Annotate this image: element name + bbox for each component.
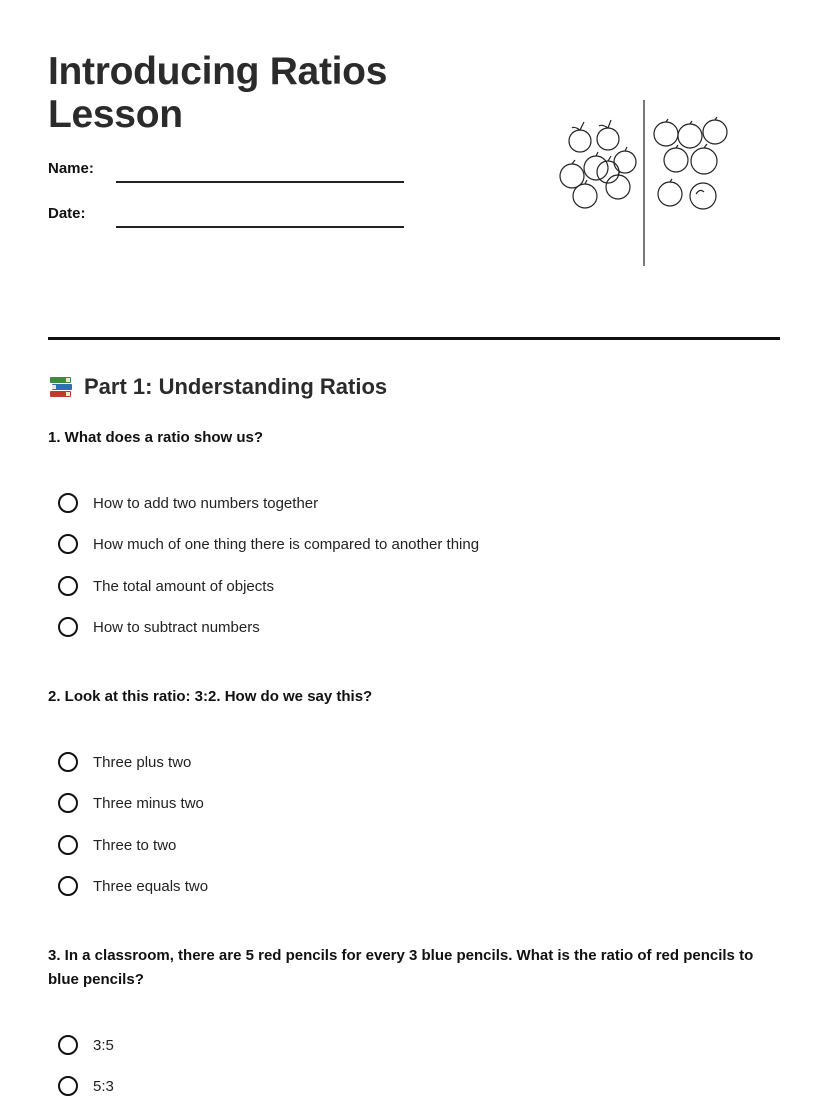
title-line-1: Introducing Ratios [48, 50, 388, 93]
q2-option-4[interactable] [58, 873, 208, 899]
name-label: Name: [48, 160, 94, 177]
radio-button-icon[interactable] [58, 617, 78, 637]
page-title [48, 50, 387, 136]
radio-button-icon[interactable] [58, 576, 78, 596]
option-label: How to subtract numbers [93, 618, 260, 636]
q3-option-2[interactable] [58, 1073, 114, 1099]
radio-button-icon[interactable] [58, 835, 78, 855]
question-3: 3. In a classroom, there are 5 red pencils for every 3 blue pencils. What is the ratio of red pencils to blue pencils? [48, 947, 754, 988]
radio-button-icon[interactable] [58, 1035, 78, 1055]
option-label: The total amount of objects [93, 577, 274, 595]
option-label: Three minus two [93, 794, 204, 812]
books-icon [48, 374, 74, 400]
radio-button-icon[interactable] [58, 493, 78, 513]
radio-button-icon[interactable] [58, 876, 78, 896]
option-label: 3:5 [93, 1036, 114, 1054]
option-label: How to add two numbers together [93, 494, 319, 512]
q1-option-3[interactable] [58, 573, 274, 599]
radio-button-icon[interactable] [58, 534, 78, 554]
date-label: Date: [48, 205, 86, 222]
option-label: Three to two [93, 836, 177, 854]
radio-button-icon[interactable] [58, 752, 78, 772]
section-heading-text: Part 1: Understanding Ratios [84, 374, 388, 399]
q1-option-2[interactable] [58, 531, 479, 557]
option-label: Three plus two [93, 753, 192, 771]
option-label: 5:3 [93, 1077, 114, 1095]
title-line-2: Lesson [48, 93, 183, 136]
q2-option-3[interactable] [58, 832, 176, 858]
question-2: 2. Look at this ratio: 3:2. How do we say this? [48, 688, 373, 705]
name-field[interactable] [116, 181, 404, 183]
q2-option-2[interactable] [58, 790, 204, 816]
option-label: Three equals two [93, 877, 209, 895]
option-label: How much of one thing there is compared to another thing [93, 535, 480, 553]
q1-option-4[interactable] [58, 614, 260, 640]
section-divider [48, 337, 780, 340]
apples-ratio-illustration-icon [550, 96, 740, 268]
radio-button-icon[interactable] [58, 793, 78, 813]
date-field[interactable] [116, 226, 404, 228]
question-1: 1. What does a ratio show us? [48, 429, 264, 446]
section-heading [48, 374, 387, 400]
radio-button-icon[interactable] [58, 1076, 78, 1096]
q1-option-1[interactable] [58, 490, 318, 516]
q2-option-1[interactable] [58, 749, 191, 775]
q3-option-1[interactable] [58, 1032, 114, 1058]
